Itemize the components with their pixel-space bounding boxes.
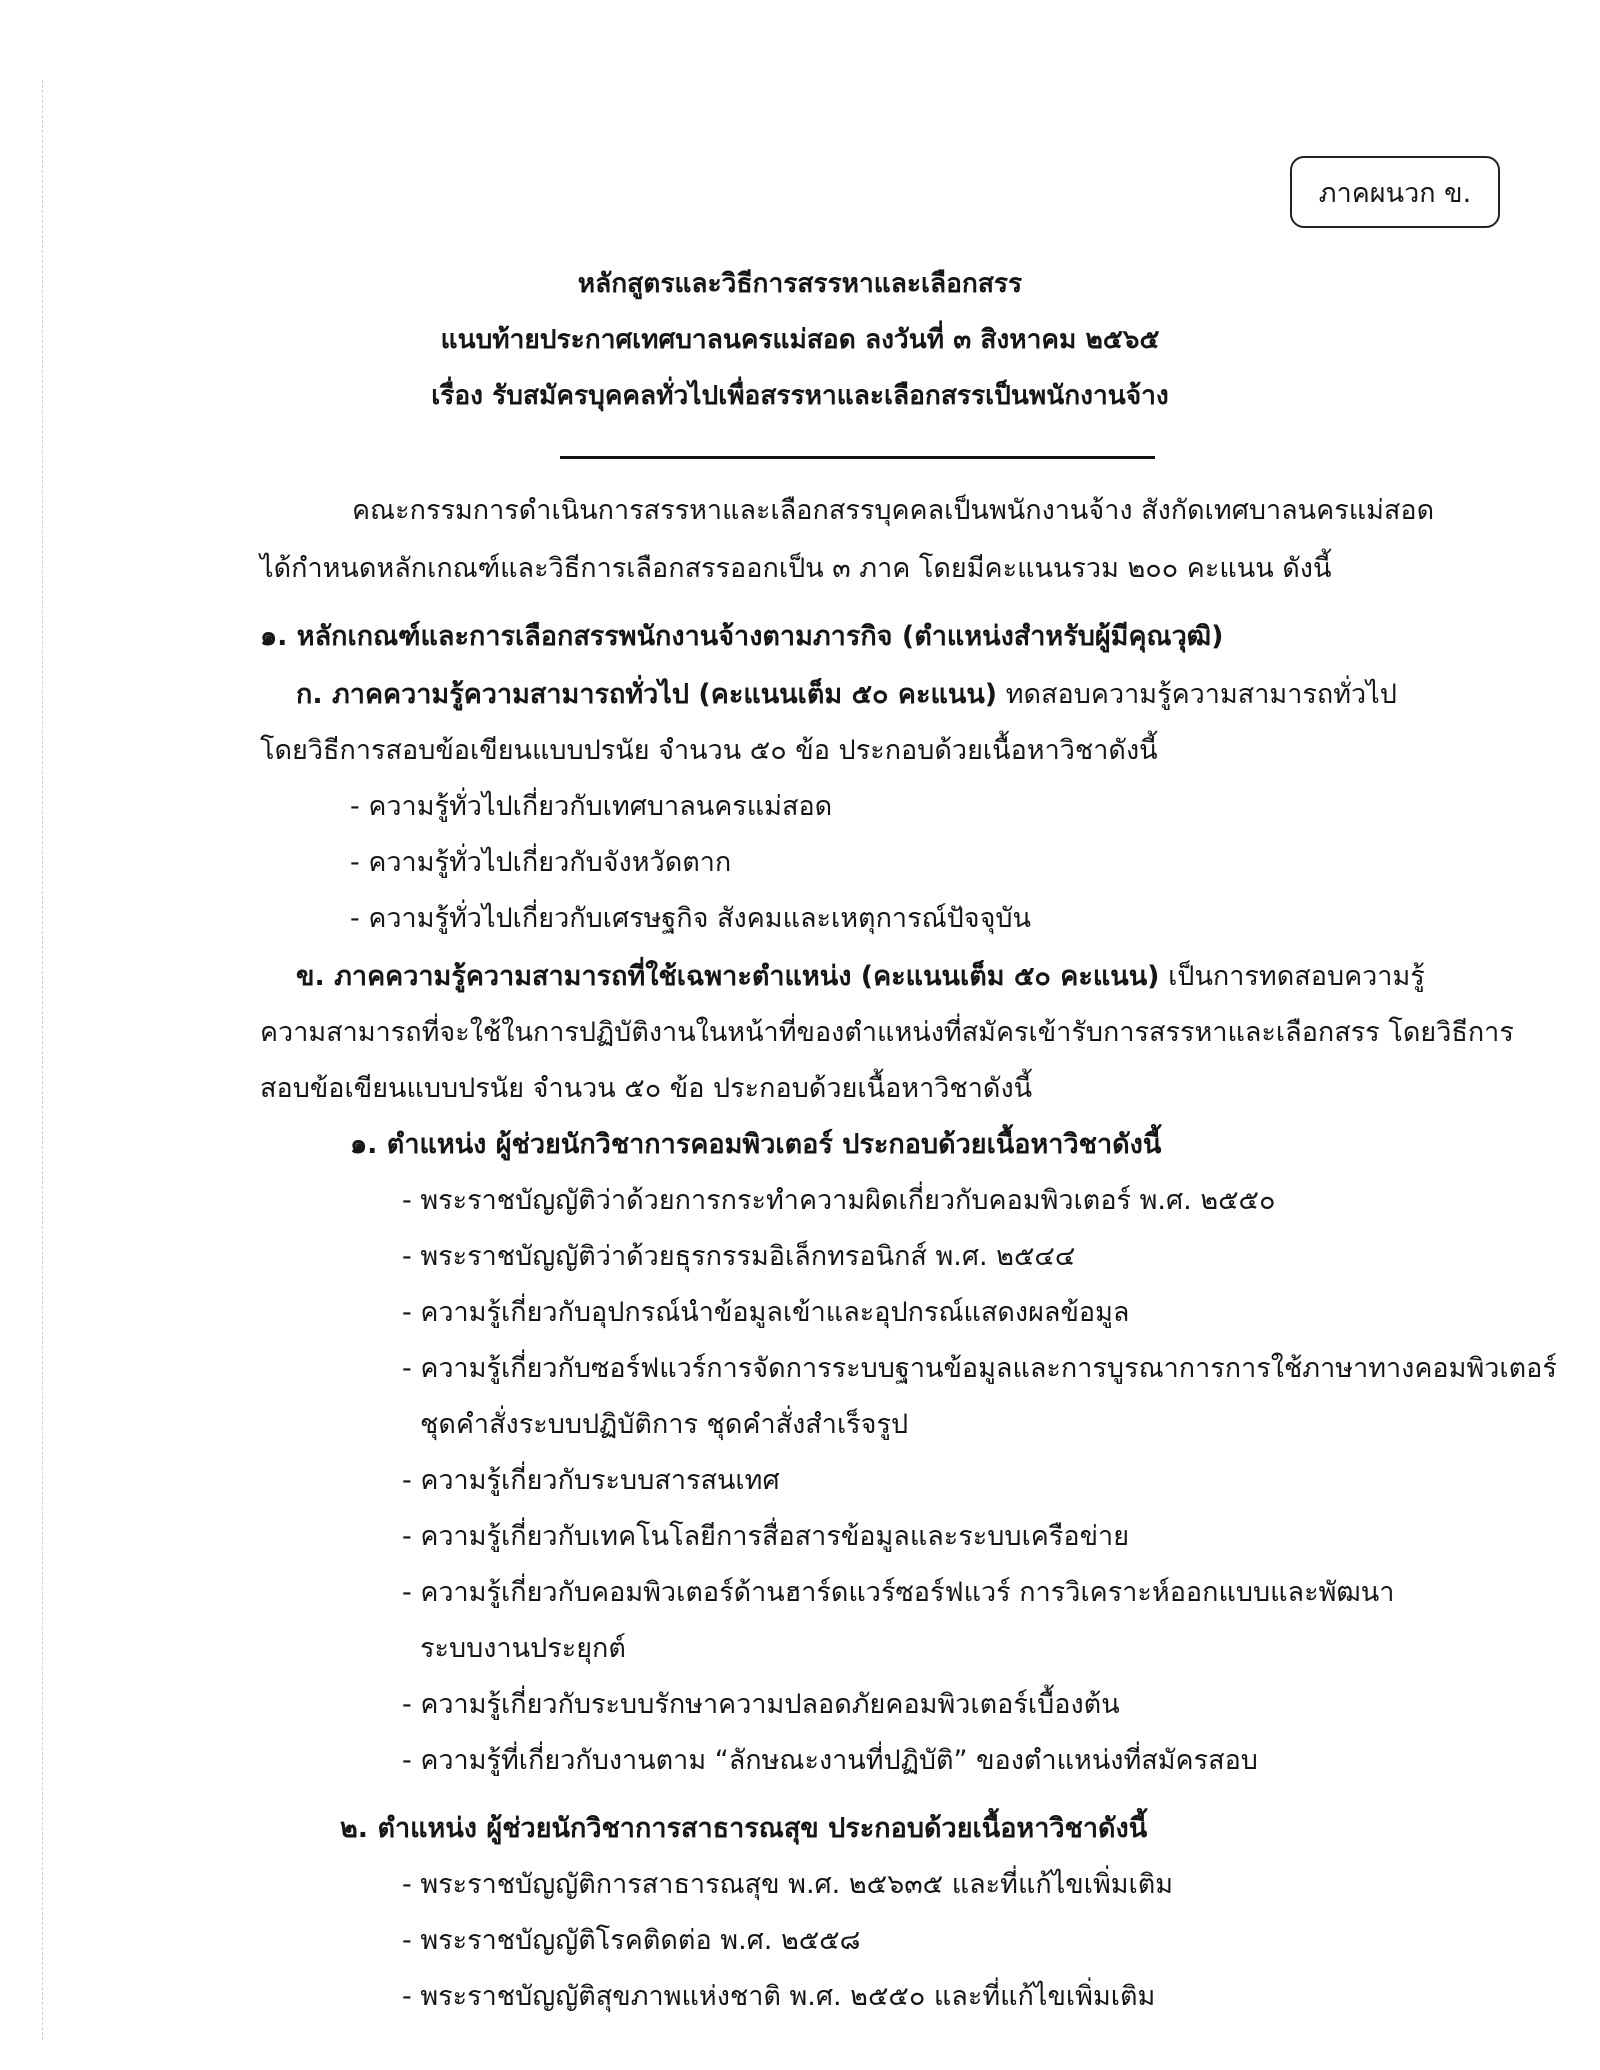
appendix-label-text: ภาคผนวก ข. [1318, 177, 1472, 209]
list-item: - ความรู้ทั่วไปเกี่ยวกับจังหวัดตาก [350, 847, 732, 878]
part-a-description: ทดสอบความรู้ความสามารถทั่วไป [997, 679, 1397, 710]
list-item: - ความรู้ที่เกี่ยวกับงานตาม “ลักษณะงานที่ปฏิบัติ” ของตำแหน่งที่สมัครสอบ [402, 1745, 1258, 1776]
part-a-line-2: โดยวิธีการสอบข้อเขียนแบบปรนัย จำนวน ๕๐ ข้อ ประกอบด้วยเนื้อหาวิชาดังนี้ [260, 735, 1158, 766]
list-item: - ความรู้เกี่ยวกับระบบรักษาความปลอดภัยคอมพิวเตอร์เบื้องต้น [402, 1689, 1120, 1720]
part-b-line-2: ความสามารถที่จะใช้ในการปฏิบัติงานในหน้าที่ของตำแหน่งที่สมัครเข้ารับการสรรหาและเลือกสรร โดยวิธีการ [260, 1017, 1514, 1048]
title-line-1: หลักสูตรและวิธีการสรรหาและเลือกสรร [577, 269, 1023, 299]
list-item-continuation: ระบบงานประยุกต์ [420, 1633, 626, 1664]
section-1-heading: ๑. หลักเกณฑ์และการเลือกสรรพนักงานจ้างตามภารกิจ (ตำแหน่งสำหรับผู้มีคุณวุฒิ) [260, 621, 1224, 652]
appendix-label [1290, 156, 1500, 228]
part-b-line-1 [296, 954, 1425, 997]
list-item: - ความรู้ทั่วไปเกี่ยวกับเทศบาลนครแม่สอด [350, 791, 833, 822]
list-item: - พระราชบัญญัติว่าด้วยการกระทำความผิดเกี่ยวกับคอมพิวเตอร์ พ.ศ. ๒๕๕๐ [402, 1185, 1276, 1216]
list-item: - พระราชบัญญัติการสาธารณสุข พ.ศ. ๒๕๖๓๕ และที่แก้ไขเพิ่มเติม [402, 1869, 1174, 1900]
intro-line-1: คณะกรรมการดำเนินการสรรหาและเลือกสรรบุคคลเป็นพนักงานจ้าง สังกัดเทศบาลนครแม่สอด [352, 495, 1435, 526]
list-item: - ความรู้เกี่ยวกับซอร์ฟแวร์การจัดการระบบฐานข้อมูลและการบูรณาการการใช้ภาษาทางคอมพิวเตอร์ [402, 1353, 1557, 1384]
title-line-2: แนบท้ายประกาศเทศบาลนครแม่สอด ลงวันที่ ๓ สิงหาคม ๒๕๖๕ [440, 325, 1160, 355]
list-item: - ความรู้เกี่ยวกับอุปกรณ์นำข้อมูลเข้าและอุปกรณ์แสดงผลข้อมูล [402, 1297, 1130, 1328]
list-item-continuation: ชุดคำสั่งระบบปฏิบัติการ ชุดคำสั่งสำเร็จรูป [420, 1409, 909, 1440]
list-item: - ความรู้เกี่ยวกับเทคโนโลยีการสื่อสารข้อมูลและระบบเครือข่าย [402, 1521, 1130, 1552]
intro-line-2: ได้กำหนดหลักเกณฑ์และวิธีการเลือกสรรออกเป็น ๓ ภาค โดยมีคะแนนรวม ๒๐๐ คะแนน ดังนี้ [260, 553, 1332, 584]
list-item: - พระราชบัญญัติสุขภาพแห่งชาติ พ.ศ. ๒๕๕๐ และที่แก้ไขเพิ่มเติม [402, 1981, 1156, 2012]
title-divider [560, 456, 1155, 459]
title-line-3: เรื่อง รับสมัครบุคคลทั่วไปเพื่อสรรหาและเลือกสรรเป็นพนักงานจ้าง [431, 381, 1169, 411]
part-b-heading: ข. ภาคความรู้ความสามารถที่ใช้เฉพาะตำแหน่ง (คะแนนเต็ม ๕๐ คะแนน) [296, 961, 1160, 992]
part-a-heading: ก. ภาคความรู้ความสามารถทั่วไป (คะแนนเต็ม ๕๐ คะแนน) [296, 679, 998, 710]
list-item: - ความรู้เกี่ยวกับคอมพิวเตอร์ด้านฮาร์ดแวร์ซอร์ฟแวร์ การวิเคราะห์ออกแบบและพัฒนา [402, 1577, 1395, 1608]
part-a-line-1 [296, 672, 1397, 715]
list-item: - พระราชบัญญัติโรคติดต่อ พ.ศ. ๒๕๕๘ [402, 1925, 861, 1956]
part-b-description: เป็นการทดสอบความรู้ [1159, 961, 1425, 992]
position-2-heading: ๒. ตำแหน่ง ผู้ช่วยนักวิชาการสาธารณสุข ประกอบด้วยเนื้อหาวิชาดังนี้ [340, 1813, 1148, 1844]
position-1-heading: ๑. ตำแหน่ง ผู้ช่วยนักวิชาการคอมพิวเตอร์ ประกอบด้วยเนื้อหาวิชาดังนี้ [350, 1129, 1162, 1160]
list-item: - ความรู้เกี่ยวกับระบบสารสนเทศ [402, 1465, 780, 1496]
list-item: - พระราชบัญญัติว่าด้วยธุรกรรมอิเล็กทรอนิกส์ พ.ศ. ๒๕๔๔ [402, 1241, 1076, 1272]
list-item: - ความรู้ทั่วไปเกี่ยวกับเศรษฐกิจ สังคมและเหตุการณ์ปัจจุบัน [350, 903, 1032, 934]
part-b-line-3: สอบข้อเขียนแบบปรนัย จำนวน ๕๐ ข้อ ประกอบด้วยเนื้อหาวิชาดังนี้ [260, 1073, 1033, 1104]
